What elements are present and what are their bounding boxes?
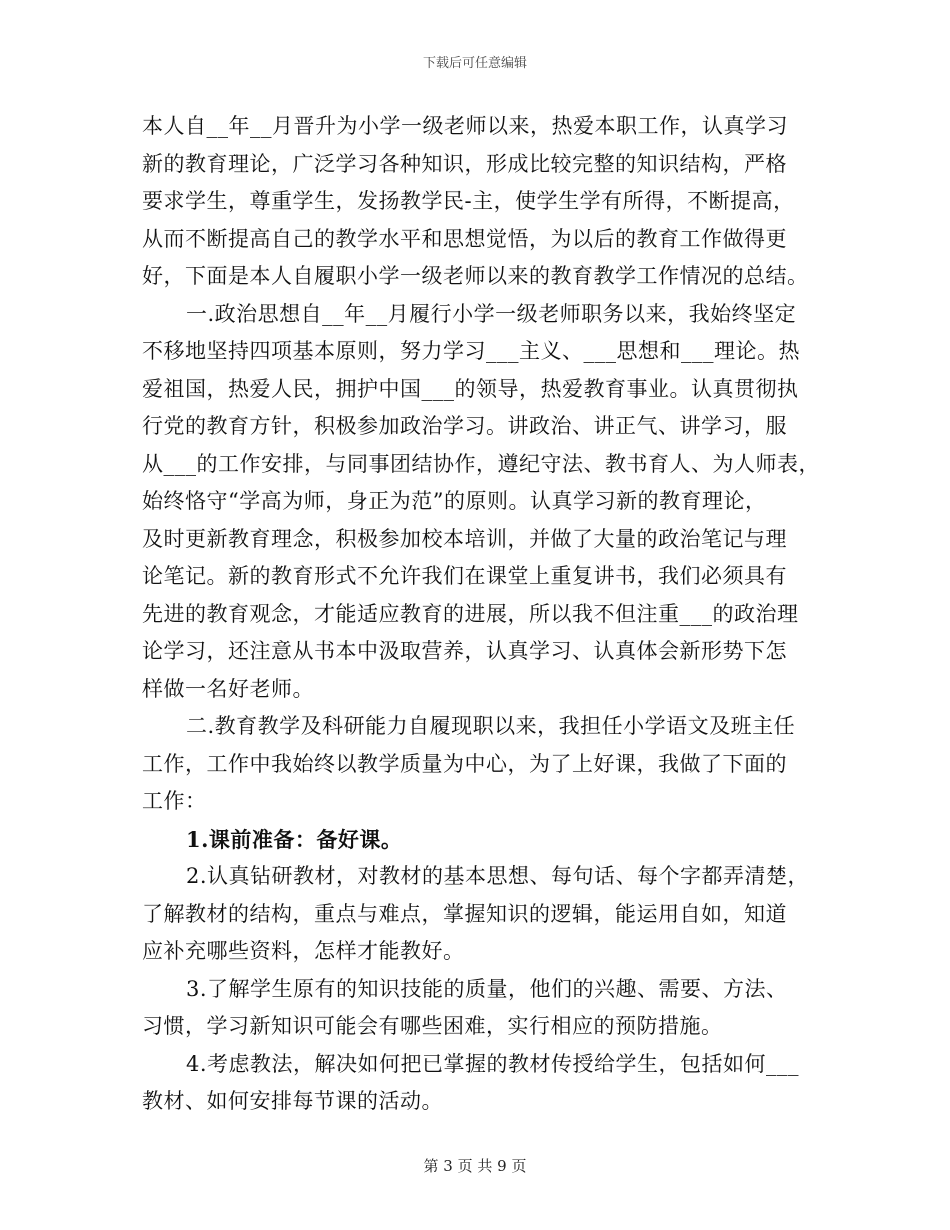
page-header: 下载后可任意编辑 [422,56,527,71]
paragraph-line: 工作，工作中我始终以教学质量为中心，为了上好课，我做了下面的 [142,751,787,776]
section-heading-politics: 一.政治思想自__年__月履行小学一级老师职务以来，我始终坚定 [186,301,797,326]
document-body [142,108,822,1121]
paragraph-line: 行党的教育方针，积极参加政治学习。讲政治、讲正气、讲学习，服 [142,414,787,438]
paragraph-line: 教材、如何安排每节课的活动。 [142,1089,443,1113]
paragraph-line: 先进的教育观念，才能适应教育的进展，所以我不但注重___的政治理 [142,601,799,626]
paragraph-line: 了解教材的结构，重点与难点，掌握知识的逻辑，能运用自如，知道 [142,901,787,926]
paragraph-line: 不移地坚持四项基本原则，努力学习___主义、___思想和___理论。热 [142,339,800,363]
paragraph-line: 本人自__年__月晋升为小学一级老师以来，热爱本职工作，认真学习 [142,114,788,138]
section-heading-teaching: 二.教育教学及科研能力自履现职以来，我担任小学语文及班主任 [186,714,796,738]
paragraph-line: 从而不断提高自己的教学水平和思想觉悟，为以后的教育工作做得更 [142,226,787,251]
paragraph-line: 及时更新教育理念，积极参加校本培训，并做了大量的政治笔记与理 [142,526,787,551]
page-number: 第 3 页 共 9 页 [423,1157,527,1175]
paragraph-line: 工作： [142,789,207,813]
paragraph-line: 始终恪守“学高为师，身正为范”的原则。认真学习新的教育理论， [142,489,767,513]
paragraph-line: 样做一名好老师。 [142,676,314,701]
paragraph-line: 应补充哪些资料，怎样才能教好。 [142,939,465,963]
paragraph-line: 从___的工作安排，与同事团结协作，遵纪守法、教书育人、为人师表， [142,451,820,476]
paragraph-line: 爱祖国，热爱人民，拥护中国___的领导，热爱教育事业。认真贯彻执 [142,376,799,401]
paragraph-line: 新的教育理论，广泛学习各种知识，形成比较完整的知识结构，严格 [142,151,787,176]
list-item: 3.了解学生原有的知识技能的质量，他们的兴趣、需要、方法、 [186,976,788,1001]
paragraph-line: 习惯，学习新知识可能会有哪些困难，实行相应的预防措施。 [142,1014,723,1038]
paragraph-line: 好，下面是本人自履职小学一级老师以来的教育教学工作情况的总结。 [142,264,809,288]
list-item: 4.考虑教法，解决如何把已掌握的教材传授给学生，包括如何___ [186,1051,800,1076]
paragraph-line: 论笔记。新的教育形式不允许我们在课堂上重复讲书，我们必须具有 [142,564,787,588]
paragraph-line: 论学习，还注意从书本中汲取营养，认真学习、认真体会新形势下怎 [142,639,787,663]
paragraph-line: 要求学生，尊重学生，发扬教学民-主，使学生学有所得，不断提高， [142,189,795,213]
list-item-heading: 1.课前准备：备好课。 [186,826,403,852]
list-item: 2.认真钻研教材，对教材的基本思想、每句话、每个字都弄清楚， [186,864,810,888]
